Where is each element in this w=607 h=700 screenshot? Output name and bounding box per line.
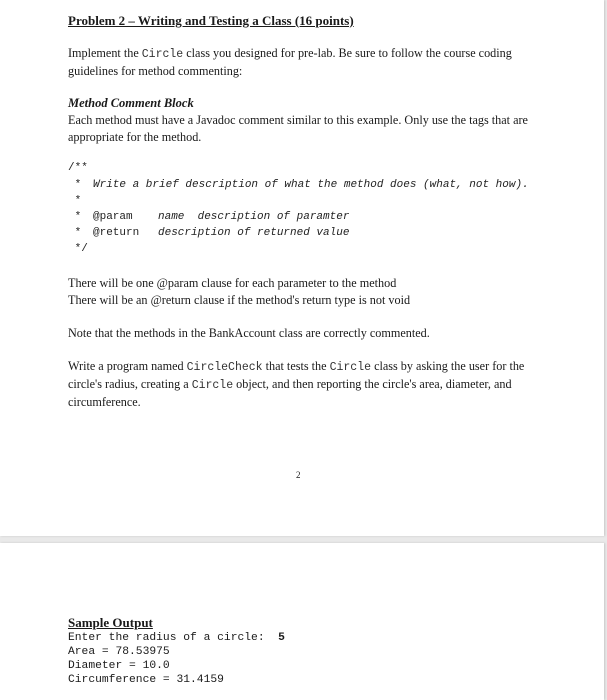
- javadoc-star: *: [68, 195, 82, 207]
- javadoc-param-tag: @param: [93, 211, 133, 223]
- output-circumference-line: Circumference = 31.4159: [68, 674, 224, 686]
- intro-paragraph: [68, 45, 538, 80]
- method-comment-heading: Method Comment Block: [68, 96, 194, 110]
- method-description: Each method must have a Javadoc comment similar to this example. Only use the tags that are appropriate for the method.: [68, 113, 528, 144]
- return-note: There will be an @return clause if the method's return type is not void: [68, 293, 411, 307]
- javadoc-star: *: [68, 179, 82, 191]
- output-prompt: Enter the radius of a circle:: [68, 632, 279, 644]
- javadoc-open: /**: [68, 162, 88, 174]
- javadoc-return-text: description of returned value: [158, 227, 350, 239]
- javadoc-star: *: [68, 211, 82, 223]
- program-code-circlecheck: CircleCheck: [186, 361, 263, 374]
- output-user-input: 5: [278, 632, 285, 644]
- program-code-circle-2: Circle: [191, 379, 234, 392]
- program-text-4: object, and then reporting the circle's area, diameter, and circumference.: [68, 377, 512, 409]
- javadoc-star: *: [68, 227, 82, 239]
- javadoc-param-text: name description of paramter: [158, 211, 350, 223]
- intro-text-1: Implement the: [68, 46, 142, 60]
- intro-code-circle: Circle: [141, 48, 184, 61]
- bankaccount-note: Note that the methods in the BankAccount class are correctly commented.: [68, 326, 430, 340]
- param-note: There will be one @param clause for each parameter to the method: [68, 276, 397, 290]
- page-number: 2: [296, 470, 301, 480]
- output-diameter-line: Diameter = 10.0: [68, 660, 170, 672]
- sample-output-heading: Sample Output: [68, 615, 153, 630]
- program-text-1: Write a program named: [68, 359, 187, 373]
- javadoc-description-line: Write a brief description of what the method does (what, not how).: [93, 179, 529, 191]
- intro-text-2: class you designed for pre-lab. Be sure to follow the course coding guidelines for method commenting:: [68, 46, 512, 78]
- problem-title: Problem 2 – Writing and Testing a Class (16 points): [68, 13, 354, 28]
- program-code-circle: Circle: [329, 361, 372, 374]
- program-text-3: class by asking the user for the circle's radius, creating a: [68, 359, 525, 391]
- output-area-line: Area = 78.53975: [68, 646, 170, 658]
- javadoc-return-tag: @return: [93, 227, 140, 239]
- program-instructions: [68, 358, 538, 411]
- output-prompt-line: [68, 632, 285, 644]
- javadoc-close: */: [68, 243, 88, 255]
- document-page-2: [0, 543, 604, 700]
- program-text-2: that tests the: [262, 359, 330, 373]
